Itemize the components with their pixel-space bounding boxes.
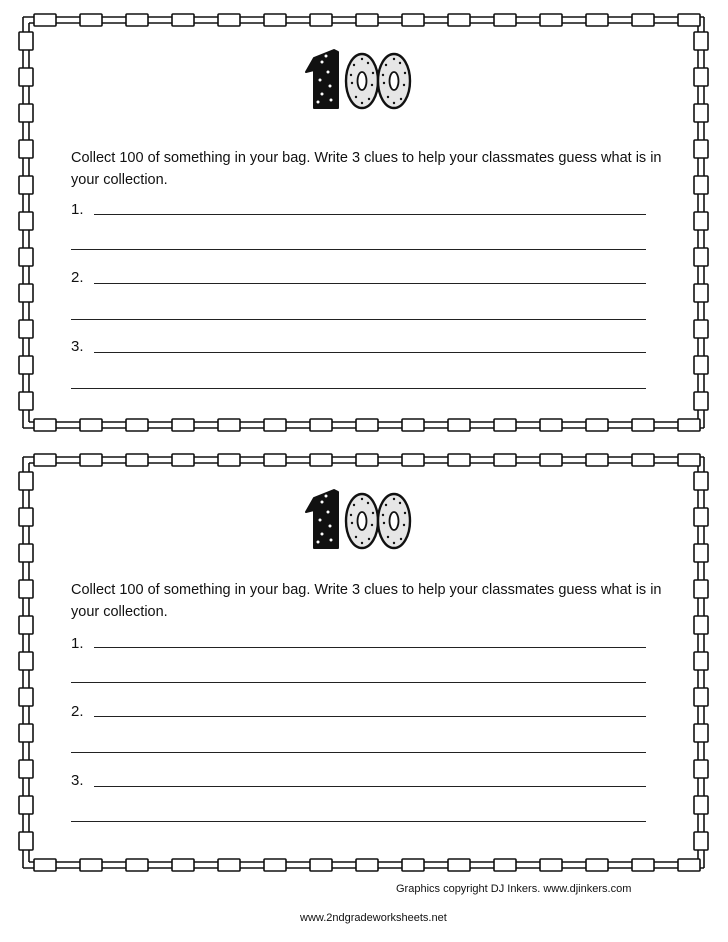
answer-line-1a[interactable] [94,647,646,648]
clue-number-1: 1. [71,635,84,652]
answer-line-1a[interactable] [94,214,646,215]
instruction-text: Collect 100 of something in your bag. Write 3 clues to help your classmates guess what is in your collection. [71,582,662,620]
worksheet-card-1 [12,6,715,439]
website-footer: www.2ndgradeworksheets.net [300,912,447,924]
answer-line-3a[interactable] [94,352,646,353]
answer-line-3b[interactable] [71,388,646,389]
clue-number-1: 1. [71,201,84,218]
answer-line-2a[interactable] [94,283,646,284]
clue-number-2: 2. [71,269,84,286]
answer-line-3a[interactable] [94,786,646,787]
hundred-logo-graphic [12,446,715,879]
clue-number-2: 2. [71,703,84,720]
answer-line-1b[interactable] [71,249,646,250]
answer-line-1b[interactable] [71,682,646,683]
clue-number-3: 3. [71,772,84,789]
answer-line-2b[interactable] [71,752,646,753]
copyright-credit: Graphics copyright DJ Inkers. www.djinkers.com [396,883,632,895]
hundred-logo-graphic [12,6,715,439]
clue-number-3: 3. [71,338,84,355]
answer-line-3b[interactable] [71,821,646,822]
answer-line-2a[interactable] [94,716,646,717]
instruction-text: Collect 100 of something in your bag. Write 3 clues to help your classmates guess what is in your collection. [71,150,662,188]
answer-line-2b[interactable] [71,319,646,320]
worksheet-card-2 [12,446,715,879]
